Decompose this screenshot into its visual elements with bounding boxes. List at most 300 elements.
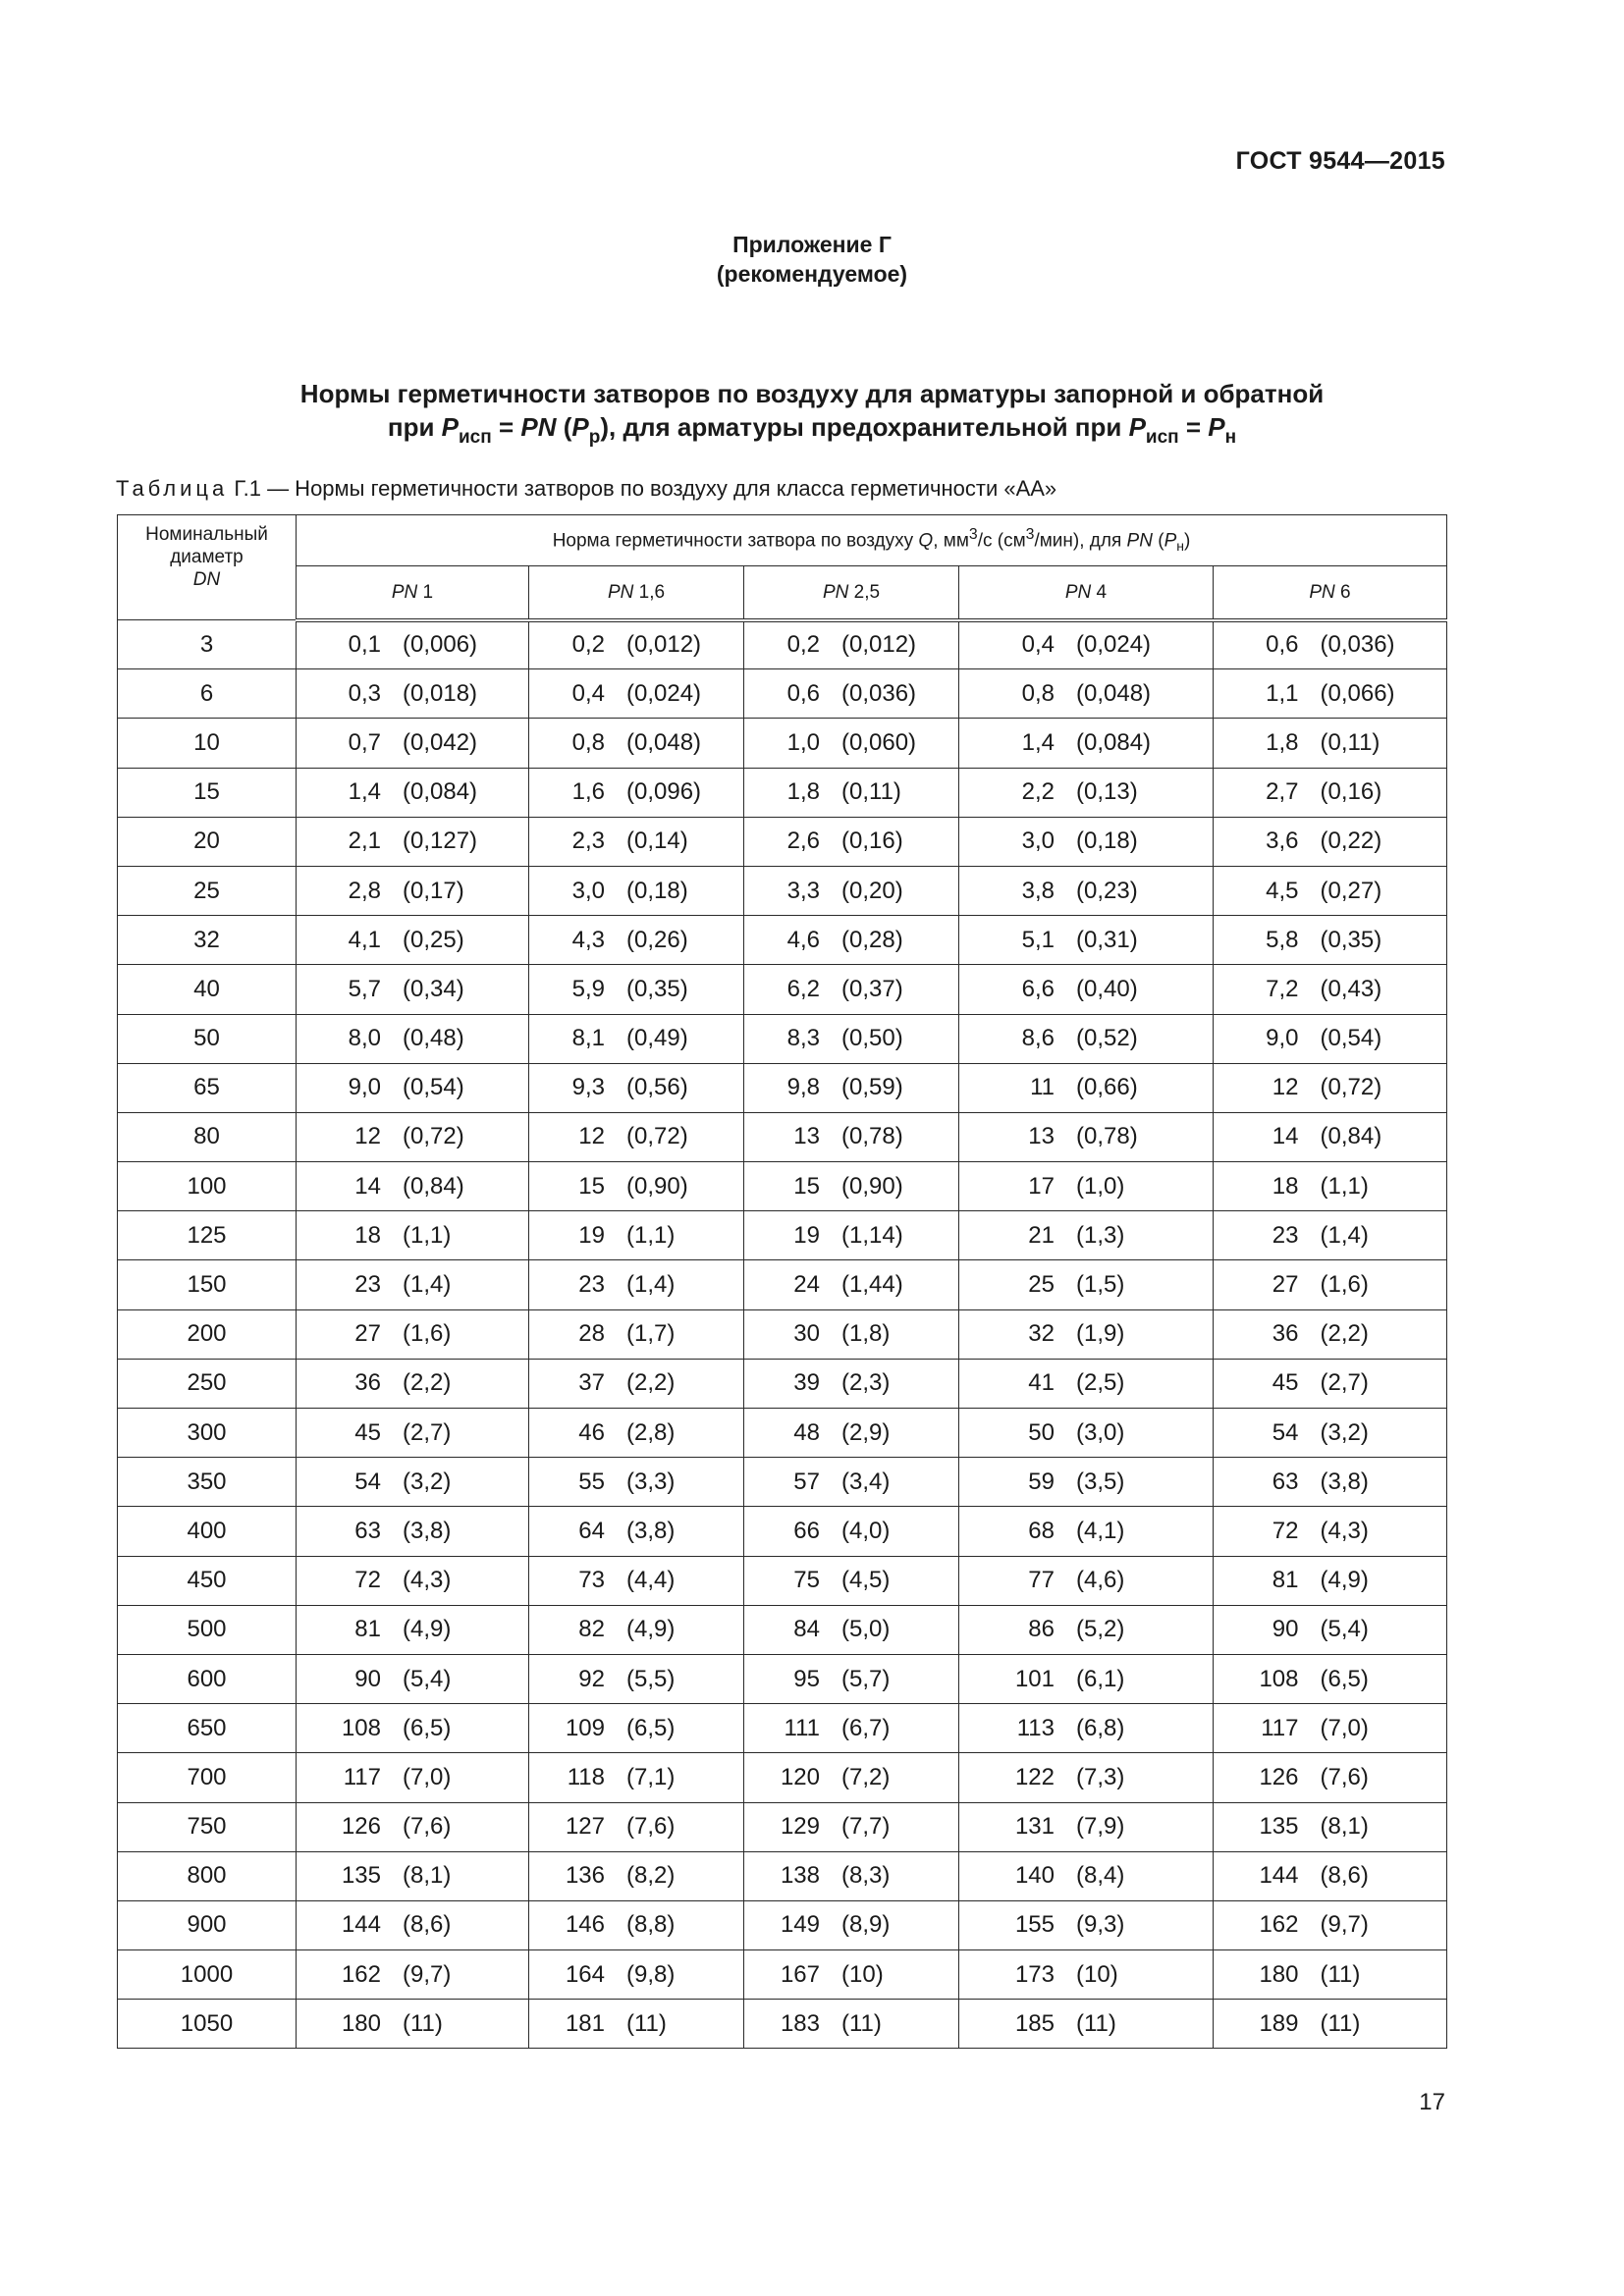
table-caption — [116, 476, 1056, 502]
norm-value-mm3-s: 162 — [1259, 1911, 1299, 1939]
cell-dn: 750 — [118, 1802, 297, 1851]
cell-norm — [529, 1753, 744, 1802]
cell-dn: 65 — [118, 1063, 297, 1112]
norm-value-mm3-s: 50 — [1028, 1418, 1055, 1446]
cell-dn: 650 — [118, 1704, 297, 1753]
norm-value-mm3-s: 185 — [1014, 2009, 1055, 2037]
heading-text: ( — [556, 412, 572, 442]
norm-value-mm3-s: 8,0 — [348, 1025, 381, 1052]
norm-value-mm3-s: 144 — [341, 1911, 381, 1939]
norm-value-mm3-s: 19 — [793, 1221, 820, 1249]
table-row — [118, 1556, 1447, 1605]
cell-norm — [959, 1409, 1214, 1458]
norm-value-mm3-s: 12 — [1272, 1074, 1299, 1101]
cell-norm — [1214, 1556, 1447, 1605]
norm-value-cm3-min: (0,17) — [403, 877, 464, 904]
norm-value-cm3-min: (8,6) — [403, 1911, 452, 1939]
norm-value-cm3-min: (0,18) — [626, 877, 688, 904]
cell-norm — [1214, 620, 1447, 669]
table-body — [118, 620, 1447, 2049]
norm-value-mm3-s: 27 — [354, 1320, 381, 1348]
cell-norm — [1214, 866, 1447, 915]
norm-value-cm3-min: (3,8) — [1320, 1468, 1369, 1495]
cell-norm — [744, 1802, 959, 1851]
norm-value-mm3-s: 8,6 — [1021, 1025, 1055, 1052]
cell-norm — [959, 1507, 1214, 1556]
norm-value-cm3-min: (0,34) — [403, 975, 464, 1002]
cell-norm — [529, 719, 744, 768]
cell-norm — [529, 1309, 744, 1359]
cell-norm — [744, 1654, 959, 1703]
norm-value-mm3-s: 3,8 — [1021, 877, 1055, 904]
norm-value-mm3-s: 5,7 — [348, 975, 381, 1002]
cell-norm — [744, 1014, 959, 1063]
norm-value-cm3-min: (1,44) — [841, 1271, 903, 1299]
cell-norm — [297, 2000, 529, 2049]
norm-value-mm3-s: 2,7 — [1266, 778, 1299, 806]
cell-norm — [297, 1851, 529, 1900]
cell-norm — [297, 1359, 529, 1408]
norm-value-mm3-s: 75 — [793, 1567, 820, 1594]
norm-value-mm3-s: 113 — [1016, 1714, 1055, 1741]
norm-value-cm3-min: (0,23) — [1076, 877, 1138, 904]
norm-value-mm3-s: 90 — [354, 1665, 381, 1692]
norm-value-mm3-s: 9,0 — [348, 1074, 381, 1101]
norm-value-cm3-min: (7,3) — [1076, 1763, 1125, 1790]
norm-value-mm3-s: 118 — [567, 1763, 605, 1790]
norm-value-cm3-min: (6,8) — [1076, 1714, 1125, 1741]
header-pn-symbol: PN — [1064, 581, 1092, 603]
cell-dn: 40 — [118, 965, 297, 1014]
cell-norm — [1214, 768, 1447, 817]
norm-value-mm3-s: 15 — [793, 1172, 820, 1200]
header-text: ( — [1152, 530, 1164, 552]
norm-value-mm3-s: 1,0 — [786, 728, 820, 756]
norm-value-mm3-s: 126 — [341, 1813, 381, 1841]
norm-value-cm3-min: (3,8) — [403, 1517, 452, 1544]
norm-value-cm3-min: (0,35) — [626, 975, 688, 1002]
cell-norm — [1214, 1014, 1447, 1063]
norm-value-cm3-min: (8,1) — [1320, 1813, 1369, 1841]
table-row — [118, 1605, 1447, 1654]
heading-text: = — [491, 412, 521, 442]
norm-value-mm3-s: 0,6 — [786, 679, 820, 707]
norm-value-cm3-min: (0,22) — [1320, 828, 1382, 855]
norm-value-cm3-min: (2,9) — [841, 1418, 891, 1446]
norm-value-mm3-s: 3,0 — [571, 877, 605, 904]
norm-value-cm3-min: (0,060) — [841, 728, 917, 756]
norm-value-mm3-s: 0,4 — [1021, 631, 1055, 659]
norm-value-cm3-min: (1,1) — [626, 1221, 676, 1249]
norm-value-mm3-s: 66 — [793, 1517, 820, 1544]
norm-value-mm3-s: 7,2 — [1266, 975, 1299, 1002]
norm-value-mm3-s: 129 — [780, 1813, 820, 1841]
cell-norm — [744, 1556, 959, 1605]
norm-value-mm3-s: 3,0 — [1021, 828, 1055, 855]
cell-norm — [959, 916, 1214, 965]
cell-norm — [744, 1507, 959, 1556]
table-row — [118, 1359, 1447, 1408]
norm-value-mm3-s: 0,3 — [348, 679, 381, 707]
norm-value-cm3-min: (0,54) — [1320, 1025, 1382, 1052]
norm-value-mm3-s: 63 — [354, 1517, 381, 1544]
cell-norm — [1214, 817, 1447, 866]
cell-norm — [1214, 1950, 1447, 2000]
heading-symbol: P — [441, 412, 459, 442]
norm-value-cm3-min: (0,18) — [1076, 828, 1138, 855]
norm-value-mm3-s: 127 — [565, 1813, 605, 1841]
cell-norm — [529, 1654, 744, 1703]
norm-value-cm3-min: (11) — [1076, 2009, 1116, 2037]
cell-dn: 1050 — [118, 2000, 297, 2049]
cell-norm — [959, 1900, 1214, 1949]
table-row — [118, 1309, 1447, 1359]
cell-norm — [297, 1950, 529, 2000]
norm-value-cm3-min: (6,5) — [403, 1714, 452, 1741]
cell-norm — [1214, 1802, 1447, 1851]
header-pn-symbol: PN — [391, 581, 418, 603]
norm-value-mm3-s: 54 — [1272, 1418, 1299, 1446]
cell-norm — [959, 1162, 1214, 1211]
cell-norm — [529, 1802, 744, 1851]
norm-value-cm3-min: (4,1) — [1076, 1517, 1125, 1544]
table-row — [118, 620, 1447, 669]
norm-value-cm3-min: (0,52) — [1076, 1025, 1138, 1052]
norm-value-cm3-min: (8,3) — [841, 1862, 891, 1890]
table-row — [118, 1211, 1447, 1260]
norm-value-mm3-s: 101 — [1014, 1665, 1055, 1692]
cell-norm — [529, 1851, 744, 1900]
table-row — [118, 817, 1447, 866]
norm-value-cm3-min: (0,084) — [1076, 728, 1152, 756]
norm-value-mm3-s: 108 — [1259, 1665, 1299, 1692]
cell-norm — [297, 1211, 529, 1260]
cell-norm — [959, 1704, 1214, 1753]
cell-norm — [1214, 1851, 1447, 1900]
table-row — [118, 1802, 1447, 1851]
cell-dn: 10 — [118, 719, 297, 768]
norm-value-cm3-min: (7,0) — [1320, 1714, 1369, 1741]
norm-value-mm3-s: 108 — [341, 1714, 381, 1741]
cell-norm — [529, 1605, 744, 1654]
cell-dn: 900 — [118, 1900, 297, 1949]
norm-value-mm3-s: 2,3 — [571, 828, 605, 855]
norm-value-cm3-min: (7,6) — [403, 1813, 452, 1841]
norm-value-mm3-s: 162 — [341, 1960, 381, 1988]
norm-value-mm3-s: 109 — [565, 1714, 605, 1741]
heading-text: = — [1178, 412, 1209, 442]
norm-value-cm3-min: (0,14) — [626, 828, 688, 855]
norm-value-mm3-s: 9,8 — [786, 1074, 820, 1101]
table-row — [118, 1900, 1447, 1949]
cell-norm — [297, 1556, 529, 1605]
norm-value-cm3-min: (3,4) — [841, 1468, 891, 1495]
table-row — [118, 1409, 1447, 1458]
cell-norm — [297, 1654, 529, 1703]
norm-value-cm3-min: (5,2) — [1076, 1616, 1125, 1643]
header-pn-column — [959, 565, 1214, 619]
cell-norm — [744, 1309, 959, 1359]
table-row — [118, 916, 1447, 965]
cell-norm — [959, 719, 1214, 768]
norm-value-cm3-min: (3,8) — [626, 1517, 676, 1544]
norm-value-mm3-s: 63 — [1272, 1468, 1299, 1495]
norm-value-cm3-min: (5,7) — [841, 1665, 891, 1692]
cell-norm — [297, 1704, 529, 1753]
header-pn-value: 6 — [1334, 581, 1351, 603]
norm-value-mm3-s: 173 — [1014, 1960, 1055, 1988]
header-dn-line-2: диаметр — [170, 547, 244, 567]
cell-norm — [744, 1063, 959, 1112]
cell-norm — [959, 1260, 1214, 1309]
norm-value-mm3-s: 136 — [565, 1862, 605, 1890]
heading-subscript: р — [588, 427, 601, 448]
norm-value-cm3-min: (0,84) — [1320, 1123, 1382, 1150]
norm-value-mm3-s: 140 — [1014, 1862, 1055, 1890]
norm-value-cm3-min: (5,0) — [841, 1616, 891, 1643]
norm-value-cm3-min: (8,4) — [1076, 1862, 1125, 1890]
header-text: /мин), для — [1034, 530, 1127, 552]
table-row — [118, 719, 1447, 768]
norm-value-mm3-s: 13 — [793, 1123, 820, 1150]
table-row — [118, 1851, 1447, 1900]
cell-dn: 32 — [118, 916, 297, 965]
cell-norm — [744, 916, 959, 965]
norm-value-mm3-s: 86 — [1028, 1616, 1055, 1643]
header-superscript: 3 — [1025, 525, 1035, 543]
header-pn-column — [1214, 565, 1447, 619]
norm-value-mm3-s: 23 — [578, 1271, 605, 1299]
norm-value-mm3-s: 4,1 — [348, 926, 381, 953]
norm-value-cm3-min: (7,6) — [1320, 1763, 1369, 1790]
norm-value-cm3-min: (0,11) — [1320, 728, 1380, 756]
cell-norm — [297, 719, 529, 768]
cell-dn: 300 — [118, 1409, 297, 1458]
norm-value-cm3-min: (0,43) — [1320, 975, 1382, 1002]
norm-value-cm3-min: (0,006) — [403, 631, 478, 659]
cell-norm — [959, 1063, 1214, 1112]
cell-norm — [959, 817, 1214, 866]
cell-norm — [297, 620, 529, 669]
cell-dn: 500 — [118, 1605, 297, 1654]
norm-value-mm3-s: 28 — [578, 1320, 605, 1348]
header-symbol: Q — [918, 530, 934, 552]
norm-value-cm3-min: (4,5) — [841, 1567, 891, 1594]
norm-value-cm3-min: (1,4) — [626, 1271, 676, 1299]
header-symbol: PN — [1126, 530, 1153, 552]
cell-norm — [297, 1112, 529, 1161]
norm-value-mm3-s: 2,8 — [348, 877, 381, 904]
table-row — [118, 1260, 1447, 1309]
cell-norm — [744, 768, 959, 817]
norm-value-mm3-s: 41 — [1028, 1369, 1055, 1397]
cell-norm — [744, 1260, 959, 1309]
norm-value-mm3-s: 77 — [1028, 1567, 1055, 1594]
cell-norm — [959, 1556, 1214, 1605]
norm-value-cm3-min: (2,7) — [403, 1418, 452, 1446]
cell-norm — [959, 1309, 1214, 1359]
norm-value-mm3-s: 180 — [1259, 1960, 1299, 1988]
norm-value-cm3-min: (0,59) — [841, 1074, 903, 1101]
norm-value-cm3-min: (8,2) — [626, 1862, 676, 1890]
norm-value-mm3-s: 12 — [578, 1123, 605, 1150]
table-row — [118, 768, 1447, 817]
norm-value-mm3-s: 120 — [780, 1763, 820, 1790]
header-text: , мм — [933, 530, 969, 552]
norm-value-mm3-s: 0,8 — [571, 728, 605, 756]
norm-value-cm3-min: (0,16) — [1320, 778, 1382, 806]
norm-value-cm3-min: (4,4) — [626, 1567, 676, 1594]
appendix-title: Приложение Г — [732, 232, 892, 257]
norm-value-cm3-min: (0,40) — [1076, 975, 1138, 1002]
norm-value-mm3-s: 183 — [780, 2009, 820, 2037]
norm-value-cm3-min: (2,2) — [403, 1369, 452, 1397]
norm-value-cm3-min: (1,5) — [1076, 1271, 1125, 1299]
cell-norm — [959, 1654, 1214, 1703]
norm-value-mm3-s: 135 — [1259, 1813, 1299, 1841]
norm-value-cm3-min: (1,8) — [841, 1320, 891, 1348]
norm-value-mm3-s: 45 — [354, 1418, 381, 1446]
norm-value-mm3-s: 189 — [1259, 2009, 1299, 2037]
norm-value-cm3-min: (5,4) — [1320, 1616, 1369, 1643]
norm-value-cm3-min: (0,024) — [626, 679, 702, 707]
cell-norm — [297, 1900, 529, 1949]
norm-value-mm3-s: 155 — [1014, 1911, 1055, 1939]
norm-value-cm3-min: (0,90) — [841, 1172, 903, 1200]
norm-value-cm3-min: (0,13) — [1076, 778, 1138, 806]
norm-value-cm3-min: (1,14) — [841, 1221, 903, 1249]
cell-dn: 15 — [118, 768, 297, 817]
cell-norm — [529, 1950, 744, 2000]
norm-value-mm3-s: 30 — [793, 1320, 820, 1348]
norm-value-cm3-min: (6,5) — [626, 1714, 676, 1741]
cell-dn: 100 — [118, 1162, 297, 1211]
norm-value-mm3-s: 122 — [1014, 1763, 1055, 1790]
cell-norm — [1214, 1458, 1447, 1507]
cell-norm — [1214, 1507, 1447, 1556]
cell-norm — [529, 669, 744, 719]
norm-value-cm3-min: (0,54) — [403, 1074, 464, 1101]
cell-norm — [297, 817, 529, 866]
cell-norm — [959, 669, 1214, 719]
norm-value-mm3-s: 5,1 — [1021, 926, 1055, 953]
norm-value-mm3-s: 46 — [578, 1418, 605, 1446]
norm-value-cm3-min: (9,8) — [626, 1960, 676, 1988]
cell-norm — [744, 1211, 959, 1260]
heading-symbol: P — [1208, 412, 1225, 442]
norm-value-mm3-s: 23 — [1272, 1221, 1299, 1249]
norm-value-cm3-min: (2,8) — [626, 1418, 676, 1446]
header-pn-symbol: PN — [822, 581, 849, 603]
cell-norm — [529, 1507, 744, 1556]
cell-norm — [959, 965, 1214, 1014]
cell-dn: 350 — [118, 1458, 297, 1507]
norm-value-mm3-s: 0,1 — [348, 631, 381, 659]
norm-value-mm3-s: 11 — [1030, 1074, 1055, 1101]
norm-value-mm3-s: 2,1 — [348, 828, 381, 855]
cell-norm — [744, 620, 959, 669]
norm-value-mm3-s: 36 — [354, 1369, 381, 1397]
norm-value-mm3-s: 25 — [1028, 1271, 1055, 1299]
cell-norm — [1214, 1753, 1447, 1802]
norm-value-cm3-min: (0,024) — [1076, 631, 1152, 659]
norm-value-cm3-min: (2,2) — [626, 1369, 676, 1397]
cell-norm — [529, 965, 744, 1014]
cell-dn: 20 — [118, 817, 297, 866]
norm-value-mm3-s: 167 — [780, 1960, 820, 1988]
norm-value-cm3-min: (1,7) — [626, 1320, 676, 1348]
norm-value-cm3-min: (4,9) — [403, 1616, 452, 1643]
norm-value-cm3-min: (1,0) — [1076, 1172, 1125, 1200]
table-row — [118, 1063, 1447, 1112]
norm-value-cm3-min: (0,084) — [403, 778, 478, 806]
cell-norm — [959, 866, 1214, 915]
norm-value-mm3-s: 18 — [354, 1221, 381, 1249]
cell-dn: 200 — [118, 1309, 297, 1359]
norm-value-mm3-s: 12 — [354, 1123, 381, 1150]
norm-value-mm3-s: 6,2 — [786, 975, 820, 1002]
header-text: /с (см — [977, 530, 1026, 552]
norm-value-cm3-min: (0,31) — [1076, 926, 1138, 953]
norm-value-mm3-s: 4,3 — [571, 926, 605, 953]
cell-norm — [529, 1260, 744, 1309]
norm-value-cm3-min: (3,0) — [1076, 1418, 1125, 1446]
norm-value-cm3-min: (0,56) — [626, 1074, 688, 1101]
norm-value-cm3-min: (0,48) — [403, 1025, 464, 1052]
norm-value-cm3-min: (0,37) — [841, 975, 903, 1002]
appendix-subtitle: (рекомендуемое) — [716, 261, 908, 287]
header-nominal-diameter — [118, 515, 297, 620]
cell-norm — [744, 1851, 959, 1900]
cell-norm — [529, 817, 744, 866]
cell-norm — [297, 965, 529, 1014]
norm-value-cm3-min: (11) — [841, 2009, 882, 2037]
cell-dn: 25 — [118, 866, 297, 915]
cell-dn: 3 — [118, 620, 297, 669]
norm-value-cm3-min: (6,7) — [841, 1714, 891, 1741]
norm-value-cm3-min: (0,036) — [1320, 631, 1395, 659]
heading-symbol: PN — [520, 412, 557, 442]
cell-norm — [959, 1014, 1214, 1063]
norm-value-cm3-min: (4,3) — [1320, 1517, 1369, 1544]
cell-norm — [297, 866, 529, 915]
norm-value-cm3-min: (9,3) — [1076, 1911, 1125, 1939]
heading-subscript: исп — [459, 427, 492, 448]
cell-norm — [1214, 1900, 1447, 1949]
norm-value-cm3-min: (5,5) — [626, 1665, 676, 1692]
header-pn-symbol: PN — [607, 581, 634, 603]
header-dn-line-3: DN — [192, 569, 221, 590]
cell-norm — [529, 1900, 744, 1949]
cell-norm — [297, 1409, 529, 1458]
page-number: 17 — [1419, 2089, 1445, 2115]
cell-norm — [529, 620, 744, 669]
header-symbol: P — [1164, 530, 1177, 552]
norm-value-cm3-min: (7,9) — [1076, 1813, 1125, 1841]
cell-norm — [529, 1063, 744, 1112]
norm-value-mm3-s: 0,4 — [571, 679, 605, 707]
cell-norm — [959, 1605, 1214, 1654]
table-row — [118, 1507, 1447, 1556]
cell-norm — [1214, 1654, 1447, 1703]
norm-value-mm3-s: 146 — [565, 1911, 605, 1939]
table-row — [118, 866, 1447, 915]
norm-value-cm3-min: (0,27) — [1320, 877, 1382, 904]
norm-value-mm3-s: 73 — [578, 1567, 605, 1594]
norm-value-cm3-min: (0,72) — [403, 1123, 464, 1150]
cell-norm — [297, 1605, 529, 1654]
norm-value-cm3-min: (11) — [403, 2009, 443, 2037]
